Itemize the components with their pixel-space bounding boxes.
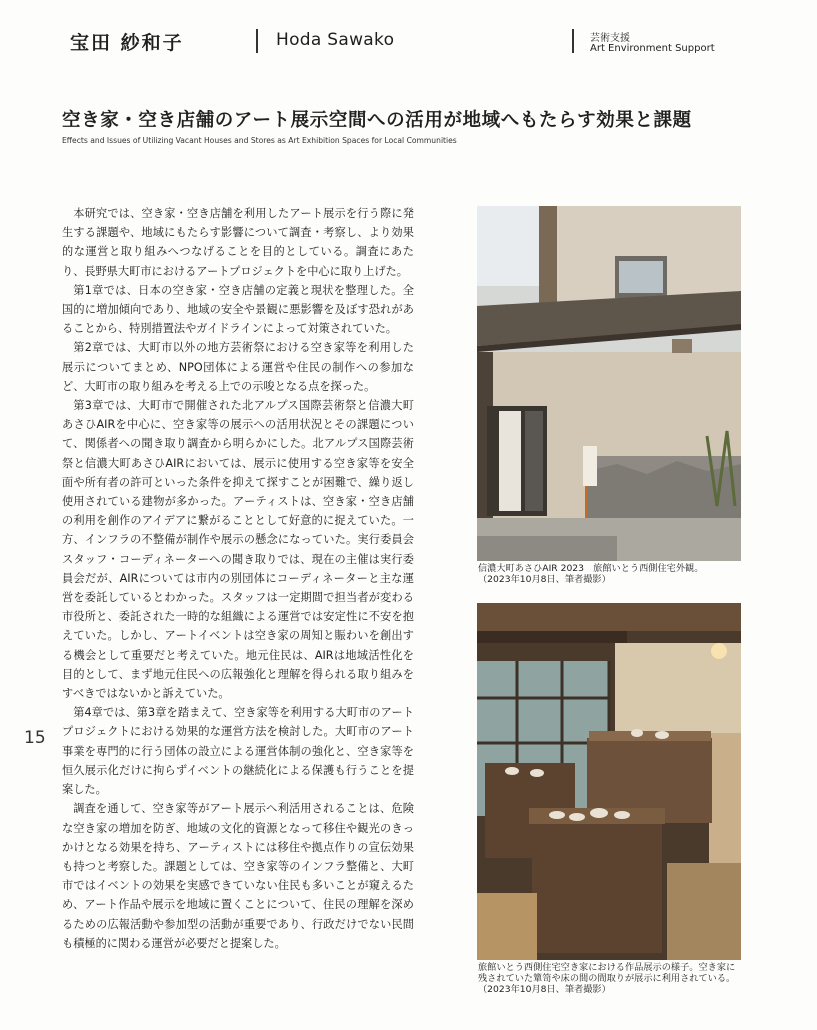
paragraph: 第2章では、大町市以外の地方芸術祭における空き家等を利用した展示についてまとめ、NPO団体による運営や住民の制作への参加など、大町市の取り組みを考える上での示唆となる点を探った。 [62, 341, 414, 393]
author-name-ja: 宝田 紗和子 [70, 32, 184, 54]
paragraph: 第1章では、日本の空き家・空き店舗の定義と現状を整理した。全国的に増加傾向であり、地域の安全や景観に悪影響を及ぼす恐れがあることから、特別措置法やガイドラインによって対策されていた。 [62, 283, 414, 336]
caption-line: （2023年10月8日、筆者撮影） [478, 574, 611, 585]
caption-line: （2023年10月8日、筆者撮影） [478, 984, 611, 995]
paragraph: 調査を通して、空き家等がアート展示へ利活用されることは、危険な空き家の増加を防ぎ、地域の文化的資源となって移住や観光のきっかけとなる効果を持ち、アーティストには移住や拠点作りの宣伝効果も持つと考察した。課題としては、空き家等のインフラ整備と、大町市ではイベントの効果を実感できていない住民も多いことが窺えるため、アート作品や展示を地域に置くことについて、住民の理解を深めるための広報活動や参加型の活動が重要であり、行政だけでない民間も積極的に関わる運営が必要だと提案した。 [62, 802, 414, 950]
paper-title-en: Effects and Issues of Utilizing Vacant Houses and Stores as Art Exhibition Spaces for Local Communities [62, 136, 457, 145]
exterior-photo [477, 206, 741, 561]
body-text [62, 204, 414, 953]
paragraph: 第3章では、大町市で開催された北アルプス国際芸術祭と信濃大町あさひAIRを中心に、空き家等の展示への活用状況とその課題について、関係者への聞き取り調査から明らかにした。北アルプス国際芸術祭と信濃大町あさひAIRにおいては、展示に使用する空き家等を安全面や所有者の許可といった条件を抑えて探すことが困難で、繰り返し使用されている建物が多かった。アーティストは、空き家・空き店舗の利用を創作のアイデアに繋がることとして好意的に捉えていた。一方、インフラの不整備が制作や展示の懸念になっていた。実行委員会スタッフ・コーディネーターへの聞き取りでは、現在の主催は実行委員会だが、AIRについては市内の別団体にコーディネーターと主な運営を委託しているとわかった。スタッフは一定期間で担当者が変わる市役所と、委託された一時的な組織による運営では安定性に不安を抱えていた。しかし、アートイベントは空き家の周知と賑わいを創出する機会として重要だと考えていた。地元住民は、AIRは地域活性化を目的として、まず地元住民への広報強化と理解を得られる取り組みをすべきではないかと訴えていた。 [62, 399, 414, 701]
department-ja: 芸術支援 [590, 33, 630, 44]
caption-line: 旅館いとう西側住宅空き家における作品展示の様子。空き家に [478, 962, 736, 973]
paragraph: 本研究では、空き家・空き店舗を利用したアート展示を行う際に発生する課題や、地域にもたらす影響について調査・考察し、より効果的な運営と取り組みへつなげることを目的としている。調査にあたり、長野県大町市におけるアートプロジェクトを中心に取り上げた。 [62, 207, 414, 278]
header-divider [256, 29, 258, 53]
paper-title-ja: 空き家・空き店舗のアート展示空間への活用が地域へもたらす効果と課題 [62, 110, 692, 131]
caption-line: 信濃大町あさひAIR 2023 旅館いとう西側住宅外観。 [478, 563, 704, 574]
department-en: Art Environment Support [590, 43, 715, 54]
figure-caption [478, 563, 703, 585]
caption-line: 残されていた簞笥や床の間の間取りが展示に利用されている。 [478, 973, 736, 984]
figure-caption [478, 962, 735, 995]
header-divider [572, 29, 574, 53]
interior-photo [477, 603, 741, 960]
page-number: 15 [24, 728, 46, 748]
author-name-en: Hoda Sawako [276, 30, 395, 50]
paragraph: 第4章では、第3章を踏まえて、空き家等を利用する大町市のアートプロジェクトにおける効果的な運営方法を検討した。大町市のアート事業を専門的に行う団体の設立による運営体制の強化と、空き家等を恒久展示化だけに拘らずイベントの継続化による保護も行うことを提案した。 [62, 706, 414, 797]
